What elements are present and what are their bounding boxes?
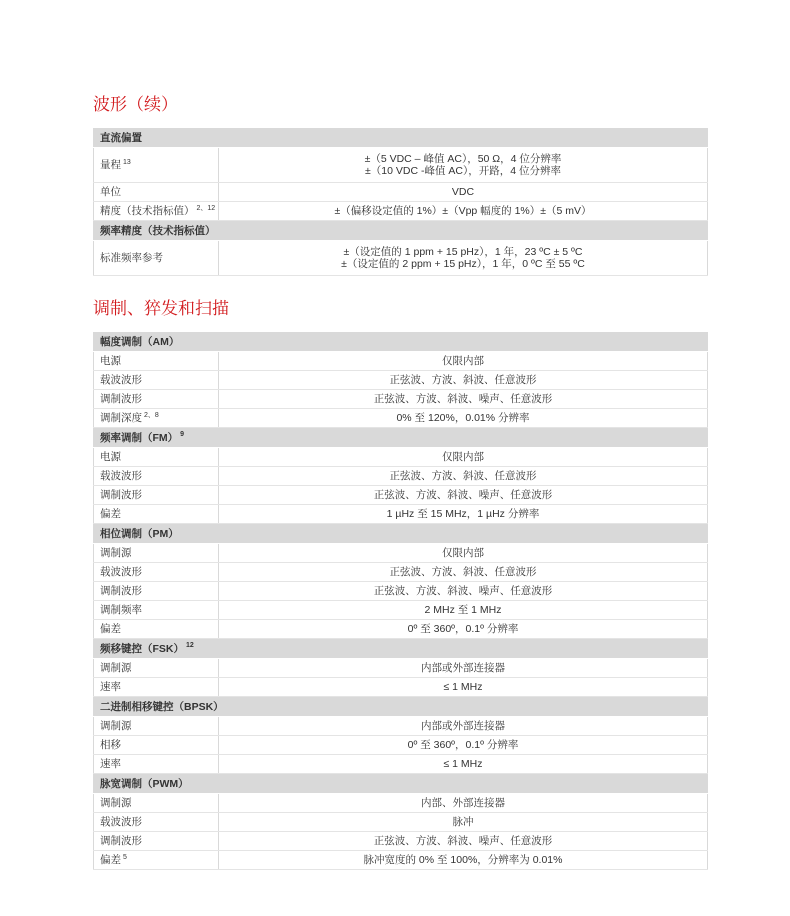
row-label-cell xyxy=(94,794,219,813)
table-row xyxy=(94,486,708,505)
row-value: ±（设定值的 1 ppm + 15 pHz），1 年，23 ºC ± 5 ºC xyxy=(343,246,583,258)
row-label-cell xyxy=(94,183,219,202)
table-row xyxy=(94,148,708,183)
table-row xyxy=(94,202,708,221)
table-row xyxy=(94,448,708,467)
row-value: 正弦波、方波、斜波、噪声、任意波形 xyxy=(373,585,553,597)
row-label: 单位 xyxy=(100,186,121,198)
row-value-cell xyxy=(219,794,708,813)
row-label: 速率 xyxy=(100,758,121,770)
row-label: 电源 xyxy=(100,451,121,463)
group-header-row xyxy=(94,639,708,659)
table-row xyxy=(94,601,708,620)
row-label-cell xyxy=(94,390,219,409)
table-row xyxy=(94,409,708,428)
row-value-cell xyxy=(219,448,708,467)
group-header-label: 频率调制（FM） xyxy=(100,431,179,444)
row-label: 调制频率 xyxy=(100,604,142,616)
row-value: 内部或外部连接器 xyxy=(421,662,505,674)
row-value-cell xyxy=(219,851,708,870)
row-value-cell xyxy=(219,352,708,371)
group-header-label: 脉宽调制（PWM） xyxy=(100,777,189,790)
row-value: 正弦波、方波、斜波、噪声、任意波形 xyxy=(373,835,553,847)
row-value: 正弦波、方波、斜波、任意波形 xyxy=(389,566,537,578)
row-value: ±（10 VDC -峰值 AC），开路，4 位分辨率 xyxy=(365,165,561,177)
row-label-cell xyxy=(94,755,219,774)
row-label: 偏差 xyxy=(100,854,121,866)
row-value-cell xyxy=(219,202,708,221)
table-row xyxy=(94,678,708,697)
row-value-cell xyxy=(219,467,708,486)
row-label-cell xyxy=(94,409,219,428)
row-value: VDC xyxy=(451,186,475,198)
row-label-cell xyxy=(94,717,219,736)
row-value-cell xyxy=(219,390,708,409)
table-row xyxy=(94,390,708,409)
group-header xyxy=(94,697,708,717)
row-value-cell xyxy=(219,486,708,505)
row-label: 调制波形 xyxy=(100,489,142,501)
table-row xyxy=(94,717,708,736)
row-value-cell xyxy=(219,505,708,524)
row-label: 标准频率参考 xyxy=(100,252,163,264)
row-label: 精度（技术指标值） xyxy=(100,205,195,217)
row-value-cell xyxy=(219,148,708,183)
group-header-row xyxy=(94,524,708,544)
row-value-cell xyxy=(219,813,708,832)
table-row xyxy=(94,352,708,371)
row-label: 载波波形 xyxy=(100,816,142,828)
table-row xyxy=(94,755,708,774)
row-label: 调制波形 xyxy=(100,835,142,847)
row-label-cell xyxy=(94,832,219,851)
row-label: 载波波形 xyxy=(100,566,142,578)
row-value-cell xyxy=(219,601,708,620)
row-value: 正弦波、方波、斜波、噪声、任意波形 xyxy=(373,489,553,501)
table-row xyxy=(94,241,708,276)
row-label: 调制波形 xyxy=(100,393,142,405)
row-value: 仅限内部 xyxy=(442,355,484,367)
table-row xyxy=(94,183,708,202)
group-header xyxy=(94,639,708,659)
footnote-marker: 12 xyxy=(186,642,194,649)
row-label: 速率 xyxy=(100,681,121,693)
row-label-cell xyxy=(94,486,219,505)
group-header-row xyxy=(94,697,708,717)
row-value: 0º 至 360º，0.1º 分辨率 xyxy=(407,739,519,751)
group-header xyxy=(94,128,708,148)
row-label: 调制源 xyxy=(100,662,132,674)
group-header-label: 频率精度（技术指标值） xyxy=(100,224,216,237)
row-value: 仅限内部 xyxy=(442,451,484,463)
group-header xyxy=(94,524,708,544)
row-label: 调制源 xyxy=(100,797,132,809)
table-row xyxy=(94,544,708,563)
group-header-label: 二进制相移键控（BPSK） xyxy=(100,700,224,713)
row-label-cell xyxy=(94,851,219,870)
row-value-cell xyxy=(219,659,708,678)
group-header-label: 相位调制（PM） xyxy=(100,527,179,540)
row-label: 载波波形 xyxy=(100,470,142,482)
row-label-cell xyxy=(94,659,219,678)
row-label: 偏差 xyxy=(100,508,121,520)
table-row xyxy=(94,813,708,832)
row-value-cell xyxy=(219,371,708,390)
row-value-cell xyxy=(219,736,708,755)
row-value: ±（5 VDC – 峰值 AC），50 Ω，4 位分辨率 xyxy=(364,153,562,165)
row-label-cell xyxy=(94,241,219,276)
row-label-cell xyxy=(94,813,219,832)
row-label-cell xyxy=(94,563,219,582)
row-label-cell xyxy=(94,505,219,524)
section-title-modulation: 调制、猝发和扫描 xyxy=(93,299,229,318)
table-row xyxy=(94,563,708,582)
row-label-cell xyxy=(94,352,219,371)
row-value: 内部、外部连接器 xyxy=(421,797,505,809)
row-label-cell xyxy=(94,620,219,639)
row-label-cell xyxy=(94,371,219,390)
row-label: 载波波形 xyxy=(100,374,142,386)
footnote-marker: 13 xyxy=(123,158,131,166)
row-label-cell xyxy=(94,678,219,697)
row-value: 内部或外部连接器 xyxy=(421,720,505,732)
spec-table-modulation xyxy=(93,332,708,870)
row-label-cell xyxy=(94,601,219,620)
row-label-cell xyxy=(94,544,219,563)
row-value-cell xyxy=(219,755,708,774)
row-value: 2 MHz 至 1 MHz xyxy=(424,604,502,616)
row-label-cell xyxy=(94,582,219,601)
group-header-row xyxy=(94,332,708,352)
row-value: ≤ 1 MHz xyxy=(443,758,483,770)
row-value: 脉冲 xyxy=(452,816,474,828)
table-row xyxy=(94,659,708,678)
row-value-cell xyxy=(219,563,708,582)
group-header-row xyxy=(94,221,708,241)
row-value: 0º 至 360º，0.1º 分辨率 xyxy=(407,623,519,635)
row-value: ±（偏移设定值的 1%）±（Vpp 幅度的 1%）±（5 mV） xyxy=(334,205,592,217)
row-label-cell xyxy=(94,736,219,755)
row-label-cell xyxy=(94,148,219,183)
group-header-label: 幅度调制（AM） xyxy=(100,335,180,348)
group-header-row xyxy=(94,128,708,148)
table-row xyxy=(94,582,708,601)
footnote-marker: 9 xyxy=(180,431,185,438)
group-header xyxy=(94,428,708,448)
group-header xyxy=(94,332,708,352)
row-label: 相移 xyxy=(100,739,121,751)
table-row xyxy=(94,736,708,755)
row-value-cell xyxy=(219,183,708,202)
row-label-cell xyxy=(94,202,219,221)
footnote-marker: 5 xyxy=(123,853,127,861)
row-label: 调制深度 xyxy=(100,412,142,424)
row-value-cell xyxy=(219,832,708,851)
row-value: 0% 至 120%，0.01% 分辨率 xyxy=(396,412,530,424)
row-value: ±（设定值的 2 ppm + 15 pHz），1 年，0 ºC 至 55 ºC xyxy=(341,258,585,270)
row-label-cell xyxy=(94,467,219,486)
table-row xyxy=(94,832,708,851)
table-row xyxy=(94,371,708,390)
table-row xyxy=(94,467,708,486)
row-label: 电源 xyxy=(100,355,121,367)
row-label-cell xyxy=(94,448,219,467)
table-row xyxy=(94,794,708,813)
row-value: 1 µHz 至 15 MHz，1 µHz 分辨率 xyxy=(386,508,540,520)
group-header-row xyxy=(94,428,708,448)
row-value-cell xyxy=(219,717,708,736)
row-value-cell xyxy=(219,582,708,601)
row-value-cell xyxy=(219,409,708,428)
row-value-cell xyxy=(219,241,708,276)
row-label: 调制波形 xyxy=(100,585,142,597)
row-value: 正弦波、方波、斜波、任意波形 xyxy=(389,374,537,386)
row-value-cell xyxy=(219,620,708,639)
row-value: 仅限内部 xyxy=(442,547,484,559)
row-value: 正弦波、方波、斜波、任意波形 xyxy=(389,470,537,482)
row-value: 脉冲宽度的 0% 至 100%，分辨率为 0.01% xyxy=(363,854,563,866)
table-row xyxy=(94,851,708,870)
row-value-cell xyxy=(219,544,708,563)
spec-table-dc-offset xyxy=(93,128,708,276)
group-header xyxy=(94,221,708,241)
group-header-row xyxy=(94,774,708,794)
row-label: 调制源 xyxy=(100,720,132,732)
row-value-cell xyxy=(219,678,708,697)
row-value: 正弦波、方波、斜波、噪声、任意波形 xyxy=(373,393,553,405)
footnote-marker: 2、12 xyxy=(196,204,216,212)
table-row xyxy=(94,620,708,639)
group-header xyxy=(94,774,708,794)
row-label: 量程 xyxy=(100,159,121,171)
table-row xyxy=(94,505,708,524)
group-header-label: 直流偏置 xyxy=(100,131,142,144)
row-label: 调制源 xyxy=(100,547,132,559)
section-title-waveform: 波形（续） xyxy=(93,95,178,114)
row-value: ≤ 1 MHz xyxy=(443,681,483,693)
group-header-label: 频移键控（FSK） xyxy=(100,642,184,655)
row-label: 偏差 xyxy=(100,623,121,635)
footnote-marker: 2、8 xyxy=(144,411,159,419)
